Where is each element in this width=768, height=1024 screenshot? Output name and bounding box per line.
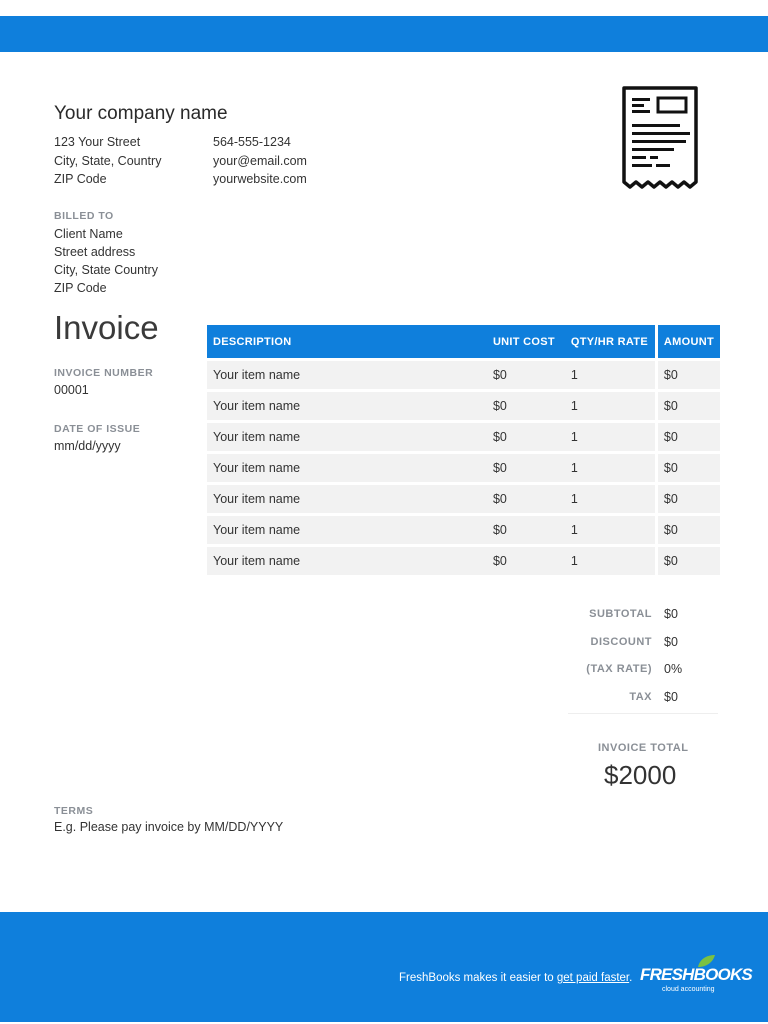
table-body xyxy=(207,361,720,575)
discount-value: $0 xyxy=(664,634,678,649)
item-description: Your item name xyxy=(207,547,487,575)
item-unit-cost: $0 xyxy=(487,361,565,389)
item-amount: $0 xyxy=(655,361,720,389)
totals-divider xyxy=(568,713,718,714)
item-unit-cost: $0 xyxy=(487,454,565,482)
date-of-issue-block xyxy=(54,423,140,453)
item-unit-cost: $0 xyxy=(487,392,565,420)
item-qty: 1 xyxy=(565,516,655,544)
invoice-number: 00001 xyxy=(54,383,89,397)
phone-text: 564-555-1234 xyxy=(213,135,291,149)
header-qty-rate: QTY/HR RATE xyxy=(565,325,655,358)
terms-block xyxy=(54,805,283,834)
item-unit-cost: $0 xyxy=(487,423,565,451)
item-amount: $0 xyxy=(655,423,720,451)
header-band xyxy=(0,16,768,52)
table-row xyxy=(207,361,720,389)
header-description: DESCRIPTION xyxy=(207,325,487,358)
discount-row xyxy=(560,628,720,656)
invoice-number-block xyxy=(54,367,153,397)
company-name: Your company name xyxy=(54,103,228,124)
logo-text: FRESHBOOKS xyxy=(640,965,752,984)
invoice-number-label: INVOICE NUMBER xyxy=(54,367,154,379)
item-description: Your item name xyxy=(207,516,487,544)
date-of-issue-label: DATE OF ISSUE xyxy=(54,423,141,435)
tax-row xyxy=(560,683,720,711)
footer-tagline xyxy=(399,972,632,984)
item-unit-cost: $0 xyxy=(487,547,565,575)
line-items-table xyxy=(207,322,720,578)
invoice-total-label: INVOICE TOTAL xyxy=(598,742,689,754)
header-amount: AMOUNT xyxy=(655,325,720,358)
date-of-issue: mm/dd/yyyy xyxy=(54,439,121,453)
tax-rate-value: 0% xyxy=(664,662,683,677)
address-line: ZIP Code xyxy=(54,172,107,186)
client-zip: ZIP Code xyxy=(54,281,107,295)
table-header-row xyxy=(207,325,720,358)
item-description: Your item name xyxy=(207,454,487,482)
item-amount: $0 xyxy=(655,547,720,575)
freshbooks-logo[interactable] xyxy=(640,954,752,998)
get-paid-faster-link[interactable]: get paid faster xyxy=(556,972,630,984)
discount-label: DISCOUNT xyxy=(590,635,652,648)
tax-value: $0 xyxy=(664,690,678,705)
address-line: City, State, Country xyxy=(54,153,162,168)
table-row xyxy=(207,485,720,513)
billed-to xyxy=(54,209,158,297)
totals-block xyxy=(560,600,720,711)
company-address xyxy=(54,133,161,189)
terms-label: TERMS xyxy=(54,805,94,817)
invoice-title: Invoice xyxy=(54,309,159,346)
company-contact xyxy=(213,133,307,189)
item-description: Your item name xyxy=(207,361,487,389)
subtotal-value: $0 xyxy=(664,606,678,621)
item-unit-cost: $0 xyxy=(487,516,565,544)
logo-subtext: cloud accounting xyxy=(662,986,715,993)
table-row xyxy=(207,423,720,451)
client-name: Client Name xyxy=(54,227,123,241)
email-text: your@email.com xyxy=(213,153,307,168)
tax-rate-label: (TAX RATE) xyxy=(586,663,652,676)
item-amount: $0 xyxy=(655,516,720,544)
tax-label: TAX xyxy=(629,691,652,704)
subtotal-row xyxy=(560,600,720,628)
footer-text: FreshBooks makes it easier to xyxy=(399,972,557,984)
item-description: Your item name xyxy=(207,423,487,451)
item-qty: 1 xyxy=(565,454,655,482)
table-row xyxy=(207,454,720,482)
website-text: yourwebsite.com xyxy=(213,172,307,186)
item-description: Your item name xyxy=(207,392,487,420)
item-unit-cost: $0 xyxy=(487,485,565,513)
item-qty: 1 xyxy=(565,547,655,575)
invoice-total-value: $2000 xyxy=(604,760,677,790)
terms-text: E.g. Please pay invoice by MM/DD/YYYY xyxy=(54,820,284,834)
client-street: Street address xyxy=(54,245,136,259)
tax-rate-row xyxy=(560,656,720,684)
item-qty: 1 xyxy=(565,485,655,513)
item-description: Your item name xyxy=(207,485,487,513)
item-amount: $0 xyxy=(655,485,720,513)
item-qty: 1 xyxy=(565,423,655,451)
subtotal-label: SUBTOTAL xyxy=(589,607,652,620)
item-qty: 1 xyxy=(565,392,655,420)
table-row xyxy=(207,392,720,420)
footer-period: . xyxy=(629,972,633,984)
client-city: City, State Country xyxy=(54,263,158,277)
billed-to-label: BILLED TO xyxy=(54,210,114,222)
item-amount: $0 xyxy=(655,454,720,482)
table-row xyxy=(207,516,720,544)
item-amount: $0 xyxy=(655,392,720,420)
item-qty: 1 xyxy=(565,361,655,389)
header-unit-cost: UNIT COST xyxy=(487,325,565,358)
table-row xyxy=(207,547,720,575)
address-line: 123 Your Street xyxy=(54,135,141,149)
receipt-icon xyxy=(618,84,702,196)
